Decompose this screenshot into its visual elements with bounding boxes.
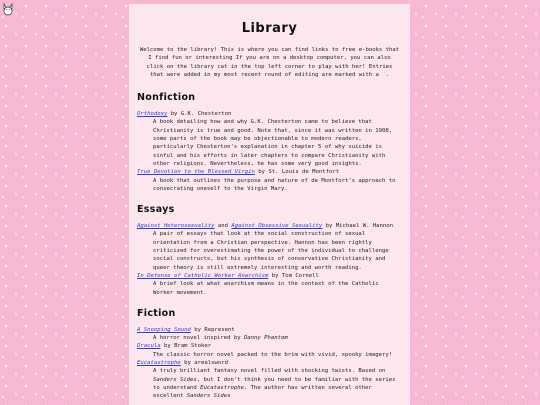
author-name: Represent <box>204 326 235 333</box>
list-item <box>137 326 402 343</box>
book-description: The classic horror novel packed to the brim with vivid, spooky imagery! <box>153 351 393 358</box>
page-title: Library <box>241 21 298 36</box>
list-item <box>137 342 402 359</box>
book-description: A book that outlines the purpose and nature of de Montfort's approach to consecrating oneself to the Virgin Mary. <box>153 177 396 192</box>
essay-link-catholic-worker-anarchism[interactable]: In Defense of Catholic Worker Anarchism <box>137 272 269 279</box>
heart-icon: ♡ <box>382 71 386 78</box>
section-nonfiction <box>137 92 402 193</box>
desc-title: Sanders Sides <box>153 376 197 383</box>
by-text: by <box>170 111 178 118</box>
intro-end: . <box>385 71 390 78</box>
intro-text <box>137 46 402 79</box>
essay-link-against-heterosexuality[interactable]: Against Heterosexuality <box>137 223 215 230</box>
book-link-true-devotion[interactable]: True Devotion to the Blessed Virgin <box>137 169 255 176</box>
list-item <box>137 359 402 400</box>
book-link-snooping-sound[interactable]: A Snooping Sound <box>137 326 191 333</box>
desc-title: Danny Phantom <box>243 335 288 342</box>
library-cat-icon[interactable] <box>1 1 15 15</box>
list-item <box>137 222 402 272</box>
essay-description: A pair of essays that look at the social construction of sexual orientation from a Christian perspective. Hannon has been rightly criticized for overestimating the power of the individual to challenge social constructs, but his synthesis of conservative Christianity and queer theory is still extremely interesting and worth reading. <box>153 231 389 271</box>
section-heading-fiction: Fiction <box>137 307 176 319</box>
desc-text: . The author has written several other excellent <box>153 384 372 400</box>
section-fiction <box>137 308 402 401</box>
section-heading-essays: Essays <box>137 204 175 216</box>
author-name: arealsword <box>194 360 228 367</box>
book-description <box>137 334 402 342</box>
by-text: by <box>184 360 191 367</box>
by-text: by <box>271 272 279 279</box>
author-name: St. Louis de Montfort <box>268 169 340 176</box>
section-essays <box>137 204 402 297</box>
book-description: A book detailing how and why G.K. Chesterton came to believe that Christianity is true and good. Note that, since it was written in 1908, some parts of the book may be objectionable to modern readers, particularly Chesterton's explanation in chapter 5 of why suicide is sinful and his efforts in later chapters to compare Christianity with other religions. Nevertheless, he has some very good insights. <box>153 119 393 167</box>
author-name: G.K. Chesterton <box>180 111 232 118</box>
by-text: by <box>258 169 265 176</box>
list-item <box>137 272 402 297</box>
desc-text: A truly brilliant fantasy novel filled with shocking twists. Based on <box>153 368 386 375</box>
list-item <box>137 168 402 193</box>
author-name: Bram Stoker <box>174 343 212 350</box>
author-name: Michael W. Hannon <box>335 223 394 230</box>
essay-description: A brief look at what anarchism means in the context of the Catholic Worker movement. <box>153 281 379 296</box>
by-text: by <box>325 223 333 230</box>
book-link-dracula[interactable]: Dracula <box>137 343 161 350</box>
by-text: by <box>194 326 202 333</box>
desc-title: Sanders Sides <box>186 393 231 400</box>
desc-text: , but I don't think you need to be familiar with the series to understand <box>153 376 396 391</box>
list-item <box>137 110 402 168</box>
book-link-orthodoxy[interactable]: Orthodoxy <box>137 111 168 118</box>
intro-body: Welcome to the library! This is where you can find links to free e-books that I find fun or interesting If you are on a desktop computer, you can also click on the library cat in the top left corner to play with her! Entries that were added in my most recent round of editing are marked with a <box>139 47 400 78</box>
section-heading-nonfiction: Nonfiction <box>137 92 196 104</box>
desc-title: Eucatastrophe <box>200 384 244 391</box>
book-link-eucatastrophe[interactable]: Eucatastrophe <box>137 360 181 367</box>
by-text: by <box>163 343 171 350</box>
author-name: Tom Cornell <box>281 272 319 279</box>
content-panel <box>129 4 410 405</box>
essay-link-against-obsessive-sexuality[interactable]: Against Obsessive Sexuality <box>231 223 323 230</box>
book-description <box>137 367 402 400</box>
and-text: and <box>217 223 228 230</box>
desc-text: A horror novel inspired by <box>153 335 241 342</box>
